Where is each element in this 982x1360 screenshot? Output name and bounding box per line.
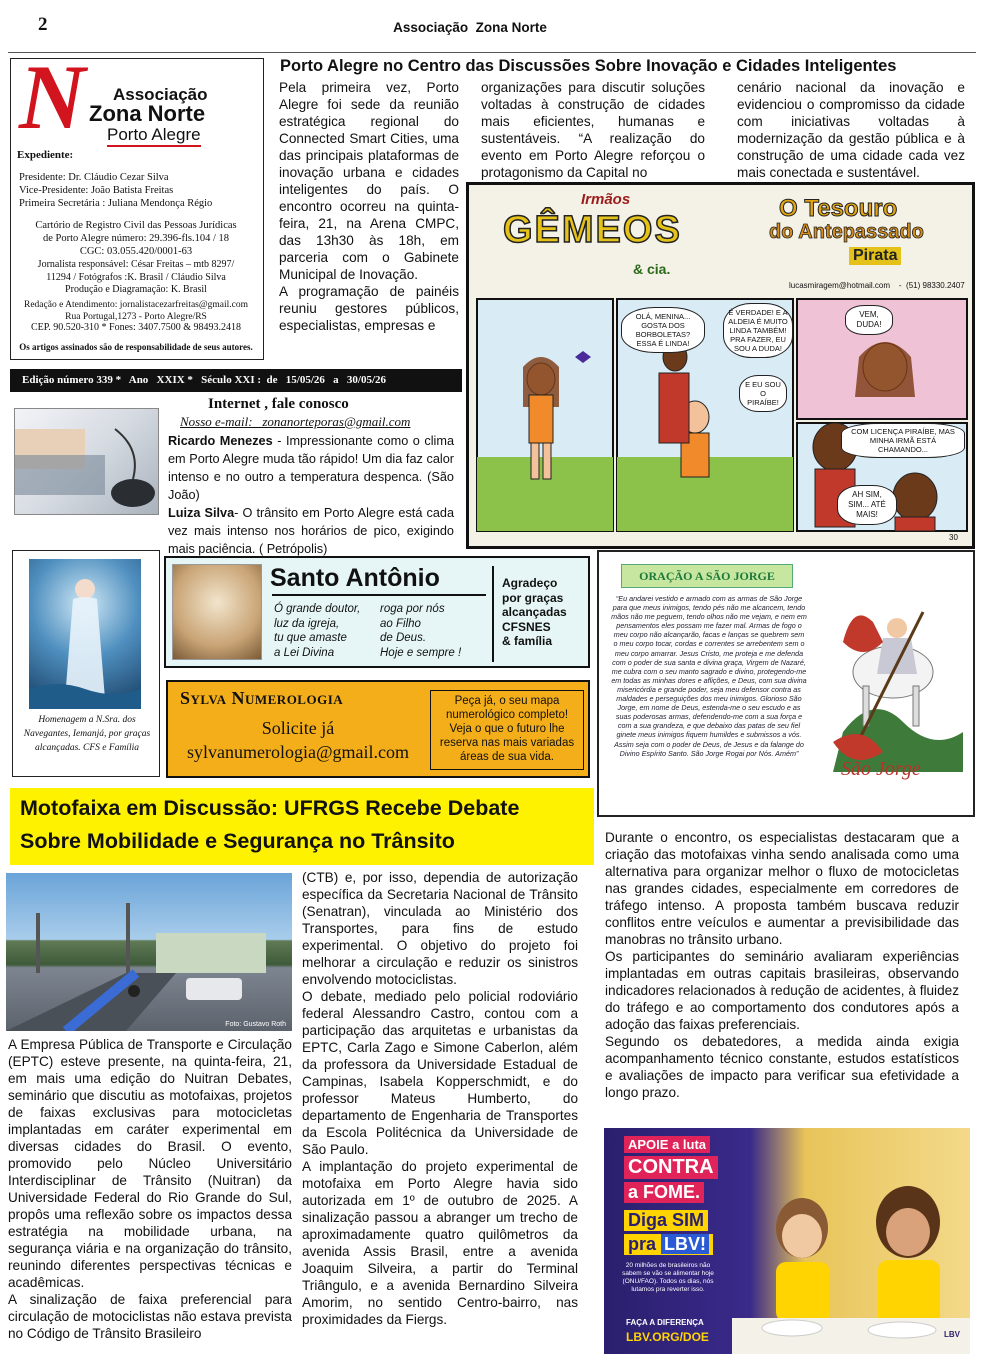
lbv-pra-word: pra [628,1234,657,1254]
staff-secretary: Primeira Secretária : Juliana Mendonça Régio [19,198,213,209]
lbv-name: LBV! [661,1234,709,1254]
article2-col2-p3: A implantação do projeto experimental de motofaixa em Porto Alegre havia sido autorizada em 1º de outubro de 2025. A sinalização passou a abranger um trecho de aproximadamente quatro quilômetros da avenida Assis Brasil, entre a avenida Joaquim Silveira, a partir do Terminal Triângulo, e a avenida Bernardino Silveira Amorim, no sentido Centro-bairro, nas proximidades da Fiergs. [302,1159,578,1327]
sao-jorge-title: ORAÇÃO A SÃO JORGE [621,564,793,588]
thanks-line: & família [502,634,553,648]
verse-line: luz da igreja, [274,617,340,630]
lbv-cta: FAÇA A DIFERENÇA [626,1318,704,1327]
article1-col1-p1: Pela primeira vez, Porto Alegre foi sede da reunião estratégica regional do Connected Smart Cities, uma das principais plataformas de inovação urbana e cidades inteligentes do país. O encontro ocorreu na quinta-feira, 21, na Arena CMPC, das 13h30 às 18h, em parceria com o Gabinete Municipal de Inovação. [279,80,459,282]
santo-divider [492,566,494,662]
article1-column-1 [279,79,459,361]
santo-antonio-box [164,556,590,668]
comic-balloon-4: VEM, DUDA! [845,305,893,335]
staff-president: Presidente: Dr. Cláudio Cezar Silva [19,172,169,183]
registry-info [11,219,261,258]
article2-column-3 [605,829,959,1113]
comic-balloon-2: É VERDADE! E A ALDEIA É MUITO LINDA TAMBÉM! PRA FAZER, EU SOU A DUDA! [723,303,793,358]
lbv-pra [624,1234,713,1255]
comic-brand-logo [473,191,705,299]
lbv-ad[interactable] [604,1128,970,1354]
road-scene-icon [6,873,292,1031]
lbv-badge: LBV [944,1330,960,1339]
letter-author: Luiza Silva [168,506,235,520]
article2-headline-line-2: Sobre Mobilidade e Segurança no Trânsito [20,829,455,853]
article1-column-3 [737,79,965,181]
verse-line: a Lei Divina [274,646,335,659]
internet-email[interactable]: Nosso e-mail: zonanorteporas@gmail.com [180,414,411,429]
saint-george-dragon-icon [813,582,969,782]
letter-text: - Impressionante como o clima em Porto Alegre muda tão rápido! Um dia faz calor intenso e no outro a temperatura despenca. (São João) [168,434,455,502]
expediente-label: Expediente: [17,149,74,161]
sao-jorge-prayer: “Eu andarei vestido e armado com as armas de São Jorge para que meus inimigos, tendo pés não me alcancem, tendo mãos não me peguem, tendo olhos não me vejam, e nem em pensamentos eles possam me fazer mal. Armas de fogo o meu corpo não alcançarão, facas e lanças se quebrem sem o meu corpo tocar, cordas e correntes se arrebentem sem o meu corpo amarrar. Jesus Cristo, me proteja e me defenda com o poder de sua santa e divina graça, Virgem de Nazaré, me cubra com o seu manto sagrado e divino, protegendo-me em todas as minhas dores e aflições, e Deus, com sua divina misericórdia e grande poder, seja meu defensor contra as maldades e perseguições dos meu inimigos. Glorioso São Jorge, em nome de Deus, estenda-me o seu escudo e as suas poderosas armas, defendendo-me com a sua força e com a sua grandeza, e que debaixo das patas de seu fiel ginete meus inimigos fiquem humildes e submissos a vós. Assim seja com o poder de Deus, de Jesus e da falange do Divino Espírito Santo. São Jorge Rogai por Nós. Amém” [611,594,807,758]
comic-brand-top: Irmãos [581,191,631,208]
journalist-info [11,259,261,297]
article2-column-2 [302,869,578,1351]
article2-col2-p2: O debate, mediado pelo policial rodoviário federal Alessandro Castro, contou com a participação das arquitetas e urbanistas da EPTC, Carla Zago e Simone Caberlon, além da professora da Universidade Estadual de Campinas, Isabela Kopperschmidt, e do professor Mateus Humberto, do departamento de Engenharia de Transportes da Escola Politécnica da Universidade de São Paulo. [302,989,578,1157]
comic-title-block [769,195,969,273]
logo-line-2: Zona Norte [89,101,206,126]
letter-author: Ricardo Menezes [168,434,273,448]
cep-phone: CEP. 90.520-310 * Fones: 3407.7500 & 98493.2418 [30,322,241,333]
santo-title-rule [272,594,486,596]
article1-col3-p1: cenário nacional da inovação e evidenciou o compromisso da cidade com iniciativas voltadas à modernização da gestão pública e à construção de uma cidade cada vez mais conectada e sustentável. [737,80,965,180]
comic-title-3: Pirata [849,247,901,265]
thanks-line: Agradeço [502,576,558,590]
children-eating-icon [732,1158,970,1354]
article2-col1-p2: A sinalização de faixa preferencial para circulação de motociclistas não estava prevista no Código de Trânsito Brasileiro [8,1292,292,1341]
thanks-line: CFSNES [502,619,551,634]
page-header-title: Associação Zona Norte [393,20,547,35]
homage-caption: Homenagem a N.Sra. dos Navegantes, Iemanjá, por graças alcançadas. CFS e Família [23,715,151,753]
sylva-numerologia-ad [166,680,590,778]
sylva-line-1: Solicite já [261,718,335,738]
registry-line-2: de Porto Alegre número: 29.396-fls.104 / 18 [42,233,230,244]
comic-balloon-3: E EU SOU O PIRAÍBE! [739,375,787,412]
homage-box [12,550,160,777]
article2-col3-p1: Durante o encontro, os especialistas destacaram que a criação das motofaixas vinha sendo analisada como uma alternativa para organizar melhor o fluxo de motocicletas nas grandes cidades, especialmente em corredores de tráfego intenso. A proposta também buscava reduzir conflitos entre veículos e aumentar a previsibilidade das manobras no trânsito urbano. [605,830,959,947]
internet-title: Internet , fale conosco [208,396,349,412]
motofaixa-photo [6,873,292,1031]
contact-line-1: Redação e Atendimento: jornalistacezarfreitas@gmail.com [24,300,248,310]
disclaimer: Os artigos assinados são de responsabilidade de seus autores. [19,342,253,352]
verse-line: tu que amaste [274,632,347,644]
header-rule [8,52,976,53]
article1-headline: Porto Alegre no Centro das Discussões Sobre Inovação e Cidades Inteligentes [280,57,897,75]
lbv-url[interactable]: LBV.ORG/DOE [626,1330,709,1344]
comic-balloon-6: AH SIM, SIM... ATÉ MAIS! [837,485,897,525]
internet-photo [14,408,159,515]
staff-list [19,171,212,210]
verse-line: de Deus. [380,632,427,644]
contact-info [11,299,261,323]
lbv-apoie: APOIE a luta [624,1136,710,1153]
journalist-line-2: 11294 / Fotógrafos :K. Brasil / Cláudio Silva [46,271,226,283]
article2-col3-p3: Segundo os debatedores, a medida ainda exigia acompanhamento técnico constante, estudos estatísticos e avaliações de impacto para verificar sua efetividade a longo prazo. [605,1034,959,1100]
article1-col1-p2: A programação de painéis reuniu gestores públicos, especialistas, empresas e [279,284,459,333]
comic-title-1: O Tesouro [779,195,898,222]
comic-brand-tail: & cia. [633,261,671,277]
computer-mouse-icon [15,409,160,516]
comic-balloon-5: COM LICENÇA PIRAÍBE, MAS MINHA IRMÃ ESTÁ CHAMANDO... [841,423,965,458]
article2-column-1 [8,1036,292,1352]
santo-verse-right [380,602,461,660]
comic-credit: lucasmiragem@hotmail.com - (51) 98330.2407 [789,281,965,290]
comic-brand-name: GÊMEOS [503,209,682,251]
lbv-contra: CONTRA [624,1156,718,1179]
comic-page-number: 30 [949,533,958,542]
journalist-line-3: Produção e Diagramação: K. Brasil [65,284,207,295]
thanks-line: alcançadas [502,605,567,619]
logo-line-3: Porto Alegre [107,125,201,147]
iemanja-image [29,559,141,709]
santo-antonio-image [172,564,262,660]
sao-jorge-image [813,582,969,782]
association-logo [15,46,259,151]
lbv-stat: 20 milhões de brasileiros não sabem se vão se alimentar hoje (ONU/FAO). Todos os dias, nós lutamos pra reverter isso. [622,1262,714,1293]
article2-headline [10,788,594,865]
letter-item [168,432,454,504]
verse-line: Ó grande doutor, [274,603,361,615]
article1-column-2 [481,79,705,181]
sylva-email[interactable]: sylvanumerologia@gmail.com [186,742,410,762]
article2-col3-p2: Os participantes do seminário avaliaram experiências implantadas em outras capitais brasileiras, observando indicadores relacionados à redução de acidentes, à fluidez do tráfego e ao comportamento dos condutores após a adoção das faixas preferenciais. [605,949,959,1032]
comic-balloon-1: OLÁ, MENINA... GOSTA DOS BORBOLETAS? ESSA É LINDA! [621,307,705,353]
contact-line-2: Rua Portugal,1273 - Porto Alegre/RS [65,312,207,322]
sao-jorge-signature: São Jorge [841,758,921,780]
article1-col2-p1: organizações para discutir soluções voltadas à construção de cidades mais eficientes, humanas e sustentáveis. “A realização do evento em Porto Alegre reforçou o protagonismo da Capital no [481,80,705,180]
lbv-diga: Diga SIM [624,1210,708,1231]
article2-col2-p1: (CTB) e, por isso, dependia de autorização específica da Secretaria Nacional de Trânsito (Senatran), vinculada ao Ministério dos Transportes, para fins de estudo experimental. O objetivo do projeto foi melhorar a circulação e reduzir os sinistros envolvendo motociclistas. [302,870,578,987]
children-photo [732,1158,970,1354]
santo-verse-left [274,602,360,660]
sao-jorge-box [597,550,975,817]
santo-thanks [502,576,567,649]
verse-line: Hoje e sempre ! [380,646,462,659]
article2-col1-p1: A Empresa Pública de Transporte e Circulação (EPTC) esteve presente, na quinta-feira, 21, em mais uma edição do Nuitran Debates, seminário que discutiu as motofaixas, projetos de faixas exclusivas para motocicletas implantadas em caráter experimental em diversas cidades do Brasil. O evento, promovido pelo Núcleo Universitário Interdisciplinar de Trânsito (Nuitran) da Universidade Federal do Rio Grande do Sul, propôs uma reflexão sobre os impactos dessa estratégia na mobilidade urbana, na segurança viária e na organização do trânsito, reunindo diferentes perspectivas técnicas e acadêmicas. [8,1037,292,1290]
logo-line-1: Associação [113,85,208,104]
journalist-line-1: Jornalista responsável: César Freitas – mtb 8297/ [37,259,235,270]
masthead-box [10,46,264,360]
sylva-side-box: Peça já, o seu mapa numerológico completo! Veja o que o futuro lhe reserva nas mais variadas áreas de sua vida. [430,690,584,770]
comic-strip [466,182,975,549]
verse-line: ao Filho [380,617,421,630]
letter-text: - O trânsito em Porto Alegre está cada vez mais intenso nos horários de pico, exigindo mais paciência. ( Petrópolis) [168,506,454,556]
registry-line-1: Cartório de Registro Civil das Pessoas Jurídicas [35,220,237,231]
photo-credit: Foto: Gustavo Roth [225,1021,286,1028]
iemanja-figure-icon [29,559,141,709]
article2-headline-line-1: Motofaixa em Discussão: UFRGS Recebe Debate [20,796,520,820]
comic-title-2: do Antepassado [769,221,924,243]
letter-item [168,504,454,558]
verse-line: roga por nós [380,603,445,615]
sylva-title: Sylva Numerologia [180,688,344,708]
logo-letter: N [19,46,86,148]
thanks-line: por graças [502,590,564,605]
lbv-fome: a FOME. [624,1182,704,1203]
registry-line-3: CGC: 03.055.420/0001-63 [79,246,193,257]
internet-letters [168,432,454,558]
edition-bar: Edição número 339 * Ano XXIX * Século XXI : de 15/05/26 a 30/05/26 [10,369,462,392]
santo-antonio-title: Santo Antônio [270,564,440,592]
page-number: 2 [38,14,48,35]
staff-vice-president: Vice-Presidente: João Batista Freitas [19,185,174,196]
